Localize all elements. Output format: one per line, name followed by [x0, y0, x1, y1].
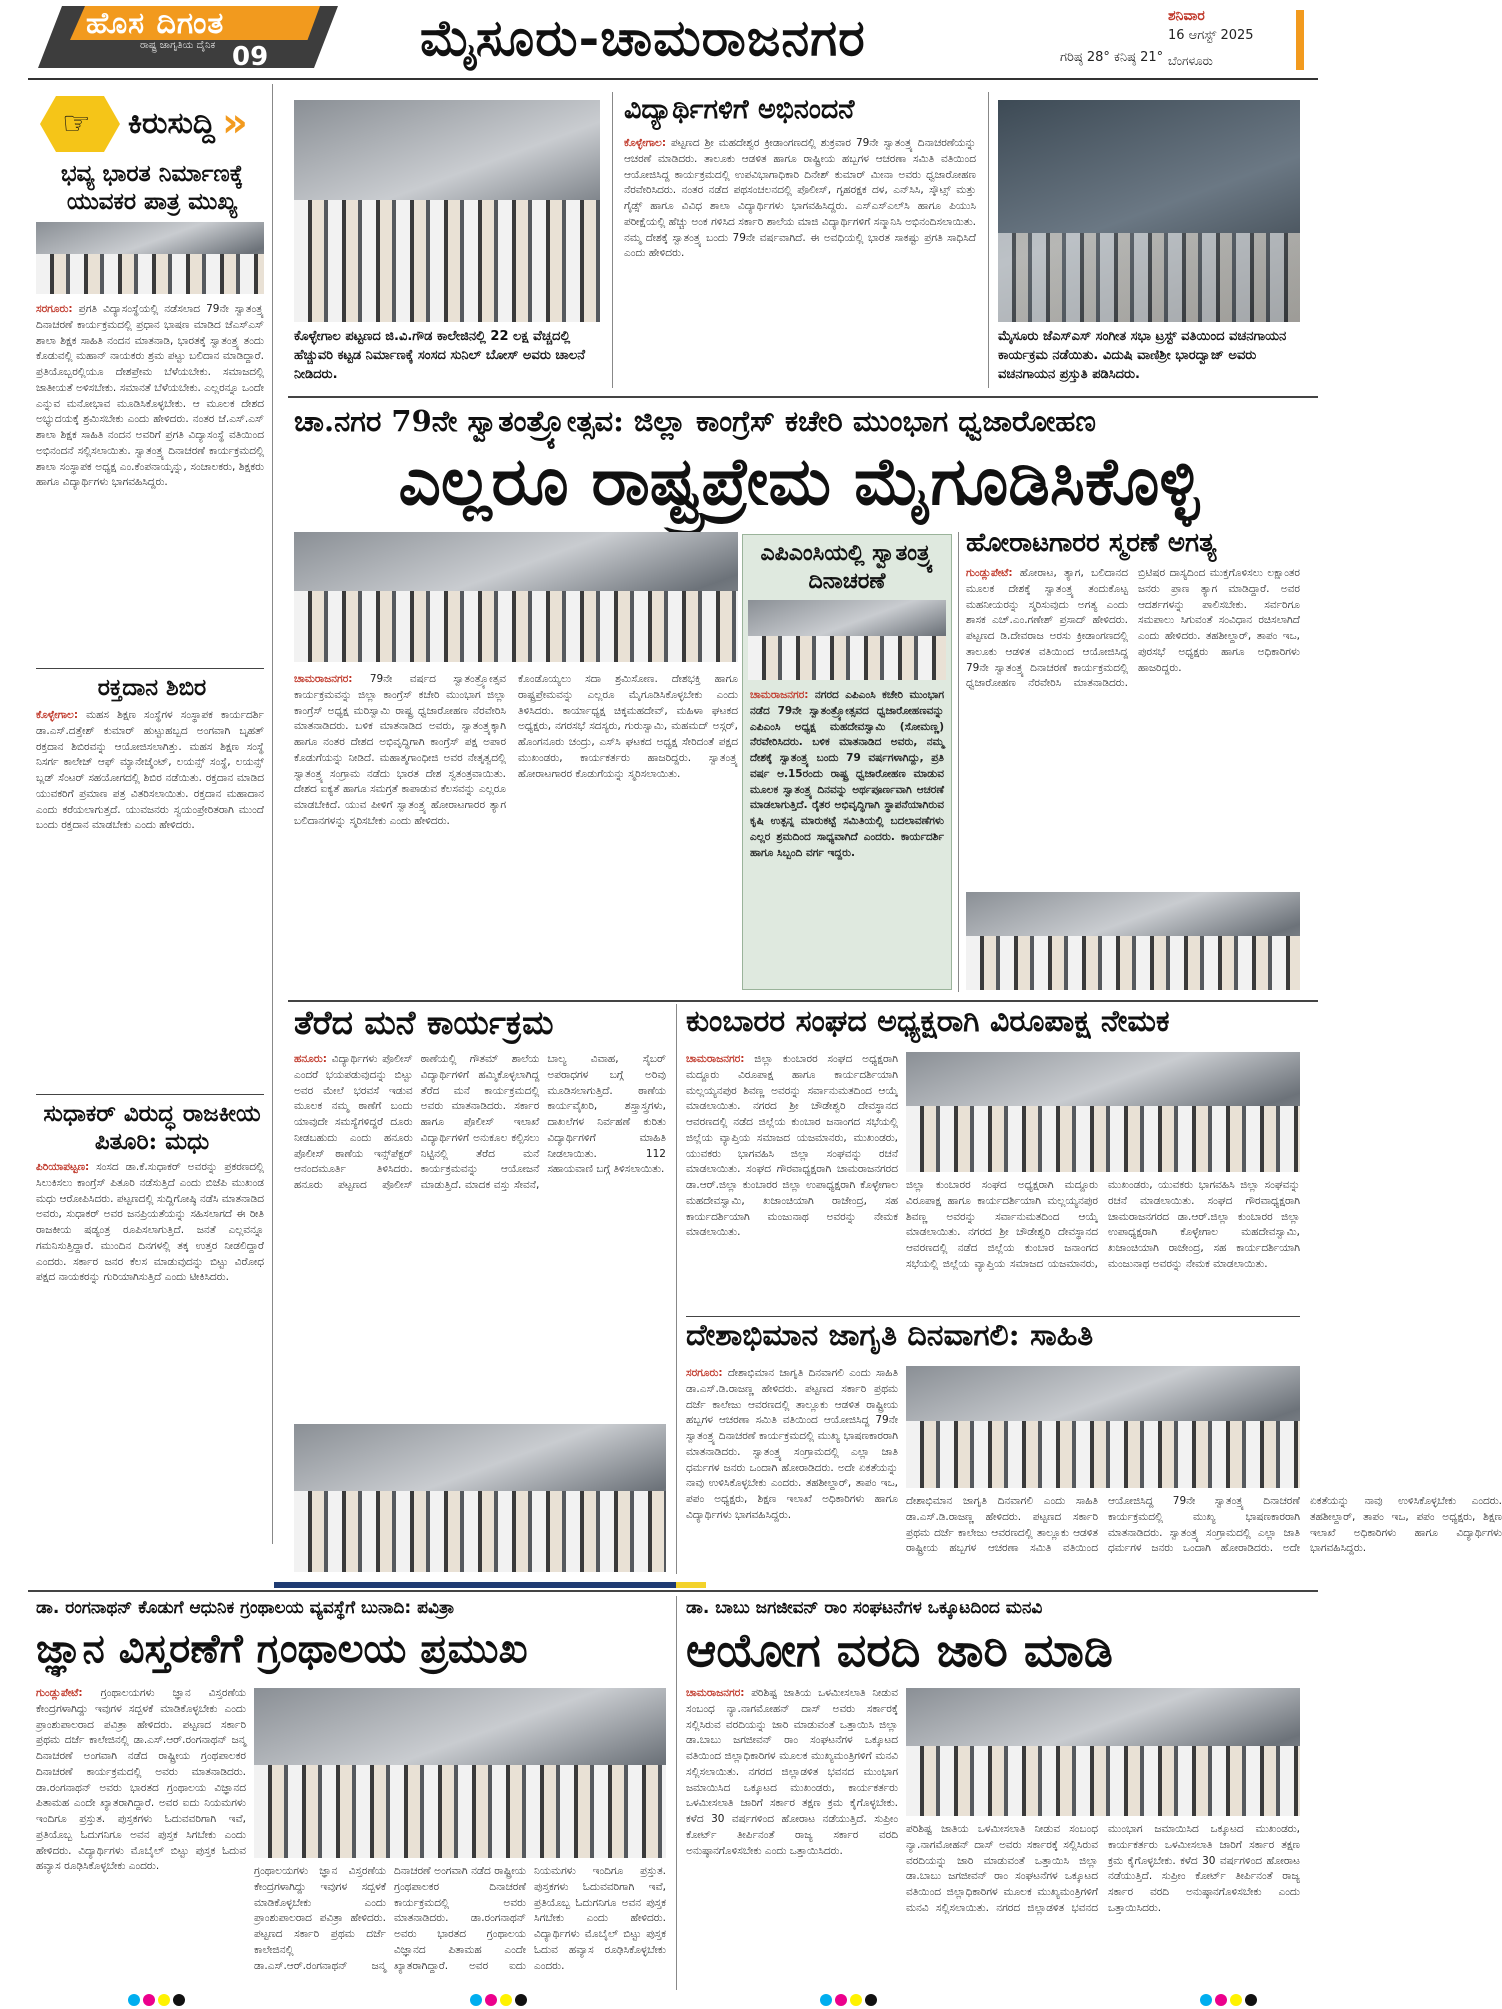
- weather-readout: ಗರಿಷ್ಠ 28° ಕನಿಷ್ಠ 21°: [1060, 50, 1164, 65]
- open-house-dateline: ಹನೂರು:: [294, 1053, 327, 1065]
- sidebar-story2-headline: ರಕ್ತದಾನ ಶಿಬಿರ: [97, 674, 207, 701]
- section-divider: [686, 1316, 1300, 1317]
- weather-city: ಬೆಂಗಳೂರು: [1168, 54, 1213, 68]
- sidebar-section-title: ಕಿರುಸುದ್ದಿ: [128, 106, 216, 141]
- page-number: 09: [232, 42, 269, 72]
- commission-headline: ಆಯೋಗ ವರದಿ ಜಾರಿ ಮಾಡಿ: [686, 1623, 1113, 1677]
- column-divider: [958, 532, 959, 992]
- top-story-dateline: ಕೊಳ್ಳೇಗಾಲ:: [624, 137, 667, 149]
- apmc-photo: [748, 600, 946, 680]
- section-bar-accent: [676, 1582, 706, 1588]
- sidebar-story3-text: ಸಂಸದ ಡಾ.ಕೆ.ಸುಧಾಕರ್ ಅವರನ್ನು ಪ್ರಕರಣದಲ್ಲಿ ಸಿಲುಕಿಸಲು ಕಾಂಗ್ರೆಸ್ ಪಿತೂರಿ ನಡೆಸುತ್ತಿದೆ ಎಂದು ಬಿಜೆಪಿ ಮುಖಂಡ ಮಧು ಆರೋಪಿಸಿದರು. ಪಟ್ಟಣದಲ್ಲಿ ಸುದ್ದಿಗೋಷ್ಠಿ ನಡೆಸಿ ಮಾತನಾಡಿದ ಅವರು, ಸುಧಾಕರ್ ಅವರ ಜನಪ್ರಿಯತೆಯನ್ನು ಸಹಿಸಲಾಗದೆ ಈ ರೀತಿ ರಾಜಕೀಯ ಷಡ್ಯಂತ್ರ ರೂಪಿಸಲಾಗುತ್ತಿದೆ. ಜನತೆ ಎಲ್ಲವನ್ನೂ ಗಮನಿಸುತ್ತಿದ್ದಾರೆ. ಮುಂದಿನ ದಿನಗಳಲ್ಲಿ ತಕ್ಕ ಉತ್ತರ ನೀಡಲಿದ್ದಾರೆ ಎಂದರು. ಸರ್ಕಾರ ಜನರ ಕೆಲಸ ಮಾಡುವುದನ್ನು ಬಿಟ್ಟು ವಿರೋಧ ಪಕ್ಷದ ನಾಯಕರನ್ನು ಗುರಿಯಾಗಿಸುತ್ತಿದೆ ಎಂದು ಟೀಕಿಸಿದರು.: [36, 1161, 264, 1284]
- sidebar-story2-text: ಮಹಸ ಶಿಕ್ಷಣ ಸಂಸ್ಥೆಗಳ ಸಂಸ್ಥಾಪಕ ಕಾರ್ಯದರ್ಶಿ ಡಾ.ಎಸ್.ದತ್ತೇಶ್ ಕುಮಾರ್ ಹುಟ್ಟುಹಬ್ಬದ ಅಂಗವಾಗಿ ಬೃಹತ್ ರಕ್ತದಾನ ಶಿಬಿರವನ್ನು ಆಯೋಜಿಸಲಾಗಿತ್ತು. ಮಹಸ ಶಿಕ್ಷಣ ಸಂಸ್ಥೆ ನಿಸರ್ಗ ಕಾಲೇಜ್ ಆಫ್ ಮ್ಯಾನೇಜ್ಮೆಂಟ್, ಲಯನ್ಸ್ ಸಂಸ್ಥೆ, ಲಯನ್ಸ್ ಬ್ಲಡ್ ಸೆಂಟರ್ ಸಹಯೋಗದಲ್ಲಿ ಶಿಬಿರ ನಡೆಯಿತು. ರಕ್ತದಾನ ಮಾಡಿದ ಯುವಕರಿಗೆ ಪ್ರಮಾಣ ಪತ್ರ ವಿತರಿಸಲಾಯಿತು. ರಕ್ತದಾನ ಮಹಾದಾನ ಎಂದು ಕರೆಯಲಾಗುತ್ತದೆ. ಯುವಜನರು ಸ್ವಯಂಪ್ರೇರಿತರಾಗಿ ಮುಂದೆ ಬಂದು ರಕ್ತದಾನ ಮಾಡಬೇಕು ಎಂದು ಹೇಳಿದರು.: [36, 709, 264, 832]
- sidebar-divider: [36, 668, 264, 669]
- deshabhimana-headline: ದೇಶಾಭಿಮಾನ ಜಾಗೃತಿ ದಿನವಾಗಲಿ: ಸಾಹಿತಿ: [686, 1318, 1094, 1353]
- kumbara-body: [686, 1052, 898, 1310]
- chevrons-icon: »: [222, 100, 248, 146]
- right-story-headline: ಹೋರಾಟಗಾರರ ಸ್ಮರಣೆ ಅಗತ್ಯ: [966, 528, 1217, 558]
- commission-kicker: ಡಾ. ಬಾಬು ಜಗಜೀವನ್ ರಾಂ ಸಂಘಟನೆಗಳ ಒಕ್ಕೂಟದಿಂದ ಮನವಿ: [686, 1598, 1043, 1618]
- kumbara-dateline: ಚಾಮರಾಜನಗರ:: [686, 1053, 745, 1065]
- commission-body: [686, 1686, 898, 1986]
- sidebar-story1-text: ಪ್ರಗತಿ ವಿದ್ಯಾಸಂಸ್ಥೆಯಲ್ಲಿ ನಡೆಸಲಾದ 79ನೇ ಸ್ವಾತಂತ್ರ್ಯ ದಿನಾಚರಣೆ ಕಾರ್ಯಕ್ರಮದಲ್ಲಿ ಪ್ರಧಾನ ಭಾಷಣ ಮಾಡಿದ ಜೆಎಸ್‌ಎಸ್ ಶಾಲಾ ಶಿಕ್ಷಕ ಸಾಹಿತಿ ನಂದನ ಮಾತನಾಡಿ, ಭಾರತಕ್ಕೆ ಸ್ವಾತಂತ್ರ್ಯ ತಂದು ಕೊಡುವಲ್ಲಿ ಮಹಾನ್ ನಾಯಕರು ಶ್ರಮ ಪಟ್ಟು ಬಲಿದಾನ ಮಾಡಿದ್ದಾರೆ. ಪ್ರತಿಯೊಬ್ಬರಲ್ಲಿಯೂ ದೇಶಪ್ರೇಮ ಬೆಳೆಯಬೇಕು. ಸಮಾಜದಲ್ಲಿ ಜಾತೀಯತೆ ಅಳಿಸಬೇಕು. ಸಮಾನತೆ ಬೆಳೆಯಬೇಕು. ಎಲ್ಲರನ್ನೂ ಒಂದೇ ಎನ್ನುವ ಮನೋಭಾವ ಮೂಡಿಸಿಕೊಳ್ಳಬೇಕು. ಆ ಮೂಲಕ ದೇಶದ ಅಭ್ಯುದಯಕ್ಕೆ ಶ್ರಮಿಸಬೇಕು ಎಂದು ಹೇಳಿದರು. ನಂತರ ಜೆ.ಎಸ್.ಎಸ್ ಶಾಲಾ ಶಿಕ್ಷಕ ಸಾಹಿತಿ ನಂದನ ಅವರಿಗೆ ಪ್ರಗತಿ ವಿದ್ಯಾಸಂಸ್ಥೆ ವತಿಯಿಂದ ಅಭಿನಂದನೆ ಸಲ್ಲಿಸಲಾಯಿತು. ಸ್ವಾತಂತ್ರ್ಯ ದಿನಾಚರಣೆ ಕಾರ್ಯಕ್ರಮದಲ್ಲಿ ಶಾಲಾ ಸಂಸ್ಥಾಪಕ ಅಧ್ಯಕ್ಷ ಎಂ.ಕೆಂಪನಾಯ್ಕನ್ನು, ಸಂಚಾಲಕರು, ಶಿಕ್ಷಕರು ಹಾಗೂ ವಿದ್ಯಾರ್ಥಿಗಳು ಭಾಗವಹಿಸಿದ್ದರು.: [36, 303, 264, 489]
- right-story-photo: [966, 892, 1300, 990]
- sidebar-story1-dateline: ಸರಗೂರು:: [36, 303, 73, 315]
- deshabhimana-photo: [906, 1366, 1300, 1488]
- library-headline: ಜ್ಞಾನ ವಿಸ್ತರಣೆಗೆ ಗ್ರಂಥಾಲಯ ಪ್ರಮುಖ: [36, 1625, 528, 1672]
- lead-kicker: ಚಾ.ನಗರ 79ನೇ ಸ್ವಾತಂತ್ರ್ಯೋತ್ಸವ: ಜಿಲ್ಲಾ ಕಾಂಗ್ರೆಸ್ ಕಚೇರಿ ಮುಂಭಾಗ ಧ್ವಜಾರೋಹಣ: [294, 404, 1096, 438]
- right-story-text: ಹೋರಾಟ, ತ್ಯಾಗ, ಬಲಿದಾನದ ಮೂಲಕ ದೇಶಕ್ಕೆ ಸ್ವಾತಂತ್ರ್ಯ ತಂದುಕೊಟ್ಟ ಮಹನೀಯರನ್ನು ಸ್ಮರಿಸುವುದು ಅಗತ್ಯ ಎಂದು ಶಾಸಕ ಎಚ್.ಎಂ.ಗಣೇಶ್ ಪ್ರಸಾದ್ ಹೇಳಿದರು. ಪಟ್ಟಣದ ಡಿ.ದೇವರಾಜ ಅರಸು ಕ್ರೀಡಾಂಗಣದಲ್ಲಿ ತಾಲೂಕು ಆಡಳಿತ ವತಿಯಿಂದ ಆಯೋಜಿಸಿದ್ದ 79ನೇ ಸ್ವಾತಂತ್ರ್ಯ ದಿನಾಚರಣೆ ಕಾರ್ಯಕ್ರಮದಲ್ಲಿ ಧ್ವಜಾರೋಹಣ ನೆರವೇರಿಸಿ ಮಾತನಾಡಿದರು. ಬ್ರಿಟಿಷರ ದಾಸ್ಯದಿಂದ ಮುಕ್ತಗೊಳಿಸಲು ಲಕ್ಷಾಂತರ ಜನರು ಪ್ರಾಣ ತ್ಯಾಗ ಮಾಡಿದ್ದಾರೆ. ಅವರ ಆದರ್ಶಗಳನ್ನು ಪಾಲಿಸಬೇಕು. ಸರ್ವರಿಗೂ ಸಮಪಾಲು ಸಿಗುವಂತೆ ಸಂವಿಧಾನ ರಚಿಸಲಾಗಿದೆ ಎಂದು ಹೇಳಿದರು. ತಹಶೀಲ್ದಾರ್, ತಾಪಂ ಇಒ, ಪುರಸಭೆ ಅಧ್ಯಕ್ಷರು ಹಾಗೂ ಅಧಿಕಾರಿಗಳು ಹಾಜರಿದ್ದರು.: [966, 567, 1300, 690]
- column-divider: [676, 1596, 677, 1990]
- lead-body-col1: [294, 672, 506, 992]
- section-divider: [288, 1000, 1318, 1002]
- registration-marks: [470, 1994, 527, 2006]
- top-story-headline: ವಿದ್ಯಾರ್ಥಿಗಳಿಗೆ ಅಭಿನಂದನೆ: [624, 94, 855, 125]
- sidebar-divider: [36, 1094, 264, 1095]
- right-story-body: [966, 566, 1300, 884]
- sidebar-story2-body: [36, 708, 264, 1088]
- lead-text-1: 79ನೇ ವರ್ಷದ ಸ್ವಾತಂತ್ರ್ಯೋತ್ಸವ ಕಾರ್ಯಕ್ರಮವನ್ನು ಜಿಲ್ಲಾ ಕಾಂಗ್ರೆಸ್ ಕಚೇರಿ ಮುಂಭಾಗ ಜಿಲ್ಲಾ ಕಾಂಗ್ರೆಸ್ ಅಧ್ಯಕ್ಷ ಮರಿಸ್ವಾಮಿ ರಾಷ್ಟ್ರ ಧ್ವಜಾರೋಹಣ ನೆರವೇರಿಸಿ ಮಾತನಾಡಿದರು. ಬಳಿಕ ಮಾತನಾಡಿದ ಅವರು, ಸ್ವಾತಂತ್ರ್ಯಕ್ಕಾಗಿ ಹಾಗೂ ನಂತರ ದೇಶದ ಅಭಿವೃದ್ಧಿಗಾಗಿ ಕಾಂಗ್ರೆಸ್ ಪಕ್ಷ ಅಪಾರ ಕೊಡುಗೆಯನ್ನು ನೀಡಿದೆ. ಮಹಾತ್ಮಗಾಂಧೀಜಿ ಅವರ ನೇತೃತ್ವದಲ್ಲಿ ಸ್ವಾತಂತ್ರ್ಯ ಸಂಗ್ರಾಮ ನಡೆದು ಭಾರತ ದೇಶ ಸ್ವತಂತ್ರವಾಯಿತು. ದೇಶದ ಐಕ್ಯತೆ ಹಾಗೂ ಸಮಗ್ರತೆ ಕಾಪಾಡುವ ಕೆಲಸವನ್ನು ಎಲ್ಲರೂ ಮಾಡಬೇಕಿದೆ. ಯುವ ಪೀಳಿಗೆ ಸ್ವಾತಂತ್ರ್ಯ ಹೋರಾಟಗಾರರ ತ್ಯಾಗ ಬಲಿದಾನಗಳನ್ನು ಸ್ಮರಿಸಬೇಕು ಎಂದು ಹೇಳಿದರು.: [294, 673, 506, 827]
- apmc-headline: ಎಪಿಎಂಸಿಯಲ್ಲಿ ಸ್ವಾತಂತ್ರ್ಯ ದಿನಾಚರಣೆ: [760, 540, 934, 594]
- top-photo-construction: [294, 100, 600, 322]
- library-photo: [254, 1688, 666, 1858]
- header-accent-strip: [1296, 10, 1304, 70]
- open-house-photo: [294, 1424, 666, 1572]
- sidebar-story1-body: [36, 302, 264, 660]
- top-photo-caption: ಕೊಳ್ಳೇಗಾಲ ಪಟ್ಟಣದ ಜಿ.ವಿ.ಗೌಡ ಕಾಲೇಜಿನಲ್ಲಿ 22 ಲಕ್ಷ ವೆಚ್ಚದಲ್ಲಿ ಹೆಚ್ಚುವರಿ ಕಟ್ಟಡ ನಿರ್ಮಾಣಕ್ಕೆ ಸಂಸದ ಸುನಿಲ್ ಬೋಸ್ ಅವರು ಚಾಲನೆ ನೀಡಿದರು.: [294, 329, 585, 382]
- pointing-hand-icon: ☞: [62, 104, 91, 142]
- apmc-body: [750, 688, 944, 984]
- sidebar-story1-photo: [36, 222, 264, 294]
- sidebar-story2-dateline: ಕೊಳ್ಳೇಗಾಲ:: [36, 709, 79, 721]
- lead-photo: [294, 532, 738, 662]
- commission-photo: [906, 1688, 1300, 1816]
- column-divider: [988, 92, 989, 388]
- library-body-cont: ಗ್ರಂಥಾಲಯಗಳು ಜ್ಞಾನ ವಿಸ್ತರಣೆಯ ಕೇಂದ್ರಗಳಾಗಿದ್ದು ಇವುಗಳ ಸದ್ಬಳಕೆ ಮಾಡಿಕೊಳ್ಳಬೇಕು ಎಂದು ಪ್ರಾಂಶುಪಾಲರಾದ ಪವಿತ್ರಾ ಹೇಳಿದರು. ಪಟ್ಟಣದ ಸರ್ಕಾರಿ ಪ್ರಥಮ ದರ್ಜೆ ಕಾಲೇಜಿನಲ್ಲಿ ಡಾ.ಎಸ್.ಆರ್.ರಂಗನಾಥನ್ ಜನ್ಮ ದಿನಾಚರಣೆ ಅಂಗವಾಗಿ ನಡೆದ ರಾಷ್ಟ್ರೀಯ ಗ್ರಂಥಪಾಲಕರ ದಿನಾಚರಣೆ ಕಾರ್ಯಕ್ರಮದಲ್ಲಿ ಅವರು ಮಾತನಾಡಿದರು. ಡಾ.ರಂಗನಾಥನ್ ಅವರು ಭಾರತದ ಗ್ರಂಥಾಲಯ ವಿಜ್ಞಾನದ ಪಿತಾಮಹ ಎಂದೇ ಖ್ಯಾತರಾಗಿದ್ದಾರೆ. ಅವರ ಐದು ನಿಯಮಗಳು ಇಂದಿಗೂ ಪ್ರಸ್ತುತ. ಪುಸ್ತಕಗಳು ಓದುವವರಿಗಾಗಿ ಇವೆ, ಪ್ರತಿಯೊಬ್ಬ ಓದುಗನಿಗೂ ಅವನ ಪುಸ್ತಕ ಸಿಗಬೇಕು ಎಂದು ಹೇಳಿದರು. ವಿದ್ಯಾರ್ಥಿಗಳು ಮೊಬೈಲ್ ಬಿಟ್ಟು ಪುಸ್ತಕ ಓದುವ ಹವ್ಯಾಸ ರೂಢಿಸಿಕೊಳ್ಳಬೇಕು ಎಂದರು.: [254, 1865, 666, 1972]
- kumbara-headline: ಕುಂಬಾರರ ಸಂಘದ ಅಧ್ಯಕ್ಷರಾಗಿ ವಿರೂಪಾಕ್ಷ ನೇಮಕ: [686, 1004, 1170, 1039]
- lead-dateline: ಚಾಮರಾಜನಗರ:: [294, 673, 353, 685]
- registration-marks: [820, 1994, 877, 2006]
- library-text: ಗ್ರಂಥಾಲಯಗಳು ಜ್ಞಾನ ವಿಸ್ತರಣೆಯ ಕೇಂದ್ರಗಳಾಗಿದ್ದು ಇವುಗಳ ಸದ್ಬಳಕೆ ಮಾಡಿಕೊಳ್ಳಬೇಕು ಎಂದು ಪ್ರಾಂಶುಪಾಲರಾದ ಪವಿತ್ರಾ ಹೇಳಿದರು. ಪಟ್ಟಣದ ಸರ್ಕಾರಿ ಪ್ರಥಮ ದರ್ಜೆ ಕಾಲೇಜಿನಲ್ಲಿ ಡಾ.ಎಸ್.ಆರ್.ರಂಗನಾಥನ್ ಜನ್ಮ ದಿನಾಚರಣೆ ಅಂಗವಾಗಿ ನಡೆದ ರಾಷ್ಟ್ರೀಯ ಗ್ರಂಥಪಾಲಕರ ದಿನಾಚರಣೆ ಕಾರ್ಯಕ್ರಮದಲ್ಲಿ ಅವರು ಮಾತನಾಡಿದರು. ಡಾ.ರಂಗನಾಥನ್ ಅವರು ಭಾರತದ ಗ್ರಂಥಾಲಯ ವಿಜ್ಞಾನದ ಪಿತಾಮಹ ಎಂದೇ ಖ್ಯಾತರಾಗಿದ್ದಾರೆ. ಅವರ ಐದು ನಿಯಮಗಳು ಇಂದಿಗೂ ಪ್ರಸ್ತುತ. ಪುಸ್ತಕಗಳು ಓದುವವರಿಗಾಗಿ ಇವೆ, ಪ್ರತಿಯೊಬ್ಬ ಓದುಗನಿಗೂ ಅವನ ಪುಸ್ತಕ ಸಿಗಬೇಕು ಎಂದು ಹೇಳಿದರು. ವಿದ್ಯಾರ್ಥಿಗಳು ಮೊಬೈಲ್ ಬಿಟ್ಟು ಪುಸ್ತಕ ಓದುವ ಹವ್ಯಾಸ ರೂಢಿಸಿಕೊಳ್ಳಬೇಕು ಎಂದರು.: [36, 1687, 246, 1873]
- brand-logo: ಹೊಸ ದಿಗಂತ: [86, 6, 225, 41]
- edition-title: ಮೈಸೂರು-ಚಾಮರಾಜನಗರ: [420, 8, 866, 67]
- commission-body-cont: ಪರಿಶಿಷ್ಟ ಜಾತಿಯ ಒಳಮೀಸಲಾತಿ ನೀಡುವ ಸಂಬಂಧ ನ್ಯಾ.ನಾಗಮೋಹನ್ ದಾಸ್ ಅವರು ಸರ್ಕಾರಕ್ಕೆ ಸಲ್ಲಿಸಿರುವ ವರದಿಯನ್ನು ಜಾರಿ ಮಾಡುವಂತೆ ಒತ್ತಾಯಿಸಿ ಜಿಲ್ಲಾ ಡಾ.ಬಾಬು ಜಗಜೀವನ್ ರಾಂ ಸಂಘಟನೆಗಳ ಒಕ್ಕೂಟದ ವತಿಯಿಂದ ಜಿಲ್ಲಾಧಿಕಾರಿಗಳ ಮೂಲಕ ಮುಖ್ಯಮಂತ್ರಿಗಳಿಗೆ ಮನವಿ ಸಲ್ಲಿಸಲಾಯಿತು. ನಗರದ ಜಿಲ್ಲಾಡಳಿತ ಭವನದ ಮುಂಭಾಗ ಜಮಾಯಿಸಿದ ಒಕ್ಕೂಟದ ಮುಖಂಡರು, ಕಾರ್ಯಕರ್ತರು ಒಳಮೀಸಲಾತಿ ಜಾರಿಗೆ ಸರ್ಕಾರ ತಕ್ಷಣ ಕ್ರಮ ಕೈಗೊಳ್ಳಬೇಕು. ಕಳೆದ 30 ವರ್ಷಗಳಿಂದ ಹೋರಾಟ ನಡೆಯುತ್ತಿದೆ. ಸುಪ್ರೀಂ ಕೋರ್ಟ್ ತೀರ್ಪಿನಂತೆ ರಾಜ್ಯ ಸರ್ಕಾರ ವರದಿ ಅನುಷ್ಠಾನಗೊಳಿಸಬೇಕು ಎಂದು ಒತ್ತಾಯಿಸಿದರು.: [906, 1823, 1300, 1914]
- lead-headline: ಎಲ್ಲರೂ ರಾಷ್ಟ್ರಪ್ರೇಮ ಮೈಗೂಡಿಸಿಕೊಳ್ಳಿ: [398, 442, 1200, 520]
- deshabhimana-dateline: ಸರಗೂರು:: [686, 1367, 723, 1379]
- sidebar-story1-headline: ಭವ್ಯ ಭಾರತ ನಿರ್ಮಾಣಕ್ಕೆ ಯುವಕರ ಪಾತ್ರ ಮುಖ್ಯ: [60, 160, 244, 215]
- commission-text: ಪರಿಶಿಷ್ಟ ಜಾತಿಯ ಒಳಮೀಸಲಾತಿ ನೀಡುವ ಸಂಬಂಧ ನ್ಯಾ.ನಾಗಮೋಹನ್ ದಾಸ್ ಅವರು ಸರ್ಕಾರಕ್ಕೆ ಸಲ್ಲಿಸಿರುವ ವರದಿಯನ್ನು ಜಾರಿ ಮಾಡುವಂತೆ ಒತ್ತಾಯಿಸಿ ಜಿಲ್ಲಾ ಡಾ.ಬಾಬು ಜಗಜೀವನ್ ರಾಂ ಸಂಘಟನೆಗಳ ಒಕ್ಕೂಟದ ವತಿಯಿಂದ ಜಿಲ್ಲಾಧಿಕಾರಿಗಳ ಮೂಲಕ ಮುಖ್ಯಮಂತ್ರಿಗಳಿಗೆ ಮನವಿ ಸಲ್ಲಿಸಲಾಯಿತು. ನಗರದ ಜಿಲ್ಲಾಡಳಿತ ಭವನದ ಮುಂಭಾಗ ಜಮಾಯಿಸಿದ ಒಕ್ಕೂಟದ ಮುಖಂಡರು, ಕಾರ್ಯಕರ್ತರು ಒಳಮೀಸಲಾತಿ ಜಾರಿಗೆ ಸರ್ಕಾರ ತಕ್ಷಣ ಕ್ರಮ ಕೈಗೊಳ್ಳಬೇಕು. ಕಳೆದ 30 ವರ್ಷಗಳಿಂದ ಹೋರಾಟ ನಡೆಯುತ್ತಿದೆ. ಸುಪ್ರೀಂ ಕೋರ್ಟ್ ತೀರ್ಪಿನಂತೆ ರಾಜ್ಯ ಸರ್ಕಾರ ವರದಿ ಅನುಷ್ಠಾನಗೊಳಿಸಬೇಕು ಎಂದು ಒತ್ತಾಯಿಸಿದರು.: [686, 1687, 898, 1857]
- section-divider: [288, 396, 1318, 398]
- brand-tagline: ರಾಷ್ಟ್ರ ಜಾಗೃತಿಯ ದೈನಿಕ: [140, 40, 216, 51]
- open-house-headline: ತೆರೆದ ಮನೆ ಕಾರ್ಯಕ್ರಮ: [294, 1003, 554, 1042]
- deshabhimana-body: [686, 1366, 898, 1572]
- header-divider: [28, 78, 1318, 80]
- deshabhimana-body-cont: ದೇಶಾಭಿಮಾನ ಜಾಗೃತಿ ದಿನವಾಗಲಿ ಎಂದು ಸಾಹಿತಿ ಡಾ.ಎಸ್.ಡಿ.ರಾಜಣ್ಣ ಹೇಳಿದರು. ಪಟ್ಟಣದ ಸರ್ಕಾರಿ ಪ್ರಥಮ ದರ್ಜೆ ಕಾಲೇಜು ಆವರಣದಲ್ಲಿ ತಾಲ್ಲೂಕು ಆಡಳಿತ ರಾಷ್ಟ್ರೀಯ ಹಬ್ಬಗಳ ಆಚರಣಾ ಸಮಿತಿ ವತಿಯಿಂದ ಆಯೋಜಿಸಿದ್ದ 79ನೇ ಸ್ವಾತಂತ್ರ್ಯ ದಿನಾಚರಣೆ ಕಾರ್ಯಕ್ರಮದಲ್ಲಿ ಮುಖ್ಯ ಭಾಷಣಕಾರರಾಗಿ ಮಾತನಾಡಿದರು. ಸ್ವಾತಂತ್ರ್ಯ ಸಂಗ್ರಾಮದಲ್ಲಿ ಎಲ್ಲಾ ಜಾತಿ ಧರ್ಮಗಳ ಜನರು ಒಂದಾಗಿ ಹೋರಾಡಿದರು. ಅದೇ ಏಕತೆಯನ್ನು ನಾವು ಉಳಿಸಿಕೊಳ್ಳಬೇಕು ಎಂದರು. ತಹಶೀಲ್ದಾರ್, ತಾಪಂ ಇಒ, ಪಪಂ ಅಧ್ಯಕ್ಷರು, ಶಿಕ್ಷಣ ಇಲಾಖೆ ಅಧಿಕಾರಿಗಳು ಹಾಗೂ ವಿದ್ಯಾರ್ಥಿಗಳು ಭಾಗವಹಿಸಿದ್ದರು.: [906, 1495, 1502, 1555]
- deshabhimana-text: ದೇಶಾಭಿಮಾನ ಜಾಗೃತಿ ದಿನವಾಗಲಿ ಎಂದು ಸಾಹಿತಿ ಡಾ.ಎಸ್.ಡಿ.ರಾಜಣ್ಣ ಹೇಳಿದರು. ಪಟ್ಟಣದ ಸರ್ಕಾರಿ ಪ್ರಥಮ ದರ್ಜೆ ಕಾಲೇಜು ಆವರಣದಲ್ಲಿ ತಾಲ್ಲೂಕು ಆಡಳಿತ ರಾಷ್ಟ್ರೀಯ ಹಬ್ಬಗಳ ಆಚರಣಾ ಸಮಿತಿ ವತಿಯಿಂದ ಆಯೋಜಿಸಿದ್ದ 79ನೇ ಸ್ವಾತಂತ್ರ್ಯ ದಿನಾಚರಣೆ ಕಾರ್ಯಕ್ರಮದಲ್ಲಿ ಮುಖ್ಯ ಭಾಷಣಕಾರರಾಗಿ ಮಾತನಾಡಿದರು. ಸ್ವಾತಂತ್ರ್ಯ ಸಂಗ್ರಾಮದಲ್ಲಿ ಎಲ್ಲಾ ಜಾತಿ ಧರ್ಮಗಳ ಜನರು ಒಂದಾಗಿ ಹೋರಾಡಿದರು. ಅದೇ ಏಕತೆಯನ್ನು ನಾವು ಉಳಿಸಿಕೊಳ್ಳಬೇಕು ಎಂದರು. ತಹಶೀಲ್ದಾರ್, ತಾಪಂ ಇಒ, ಪಪಂ ಅಧ್ಯಕ್ಷರು, ಶಿಕ್ಷಣ ಇಲಾಖೆ ಅಧಿಕಾರಿಗಳು ಹಾಗೂ ವಿದ್ಯಾರ್ಥಿಗಳು ಭಾಗವಹಿಸಿದ್ದರು.: [686, 1367, 899, 1521]
- open-house-body: [294, 1052, 666, 1414]
- top-photo-concert: [998, 100, 1300, 322]
- issue-date: 16 ಆಗಸ್ಟ್ 2025: [1168, 28, 1254, 43]
- commission-dateline: ಚಾಮರಾಜನಗರ:: [686, 1687, 745, 1699]
- registration-marks: [128, 1994, 185, 2006]
- sidebar-story3-dateline: ಪಿರಿಯಾಪಟ್ಟಣ:: [36, 1161, 90, 1173]
- kumbara-body-cont: ಜಿಲ್ಲಾ ಕುಂಬಾರರ ಸಂಘದ ಅಧ್ಯಕ್ಷರಾಗಿ ಮದ್ದೂರು ವಿರೂಪಾಕ್ಷ ಹಾಗೂ ಕಾರ್ಯದರ್ಶಿಯಾಗಿ ಮಲ್ಲಯ್ಯನಪುರ ಶಿವಣ್ಣ ಅವರನ್ನು ಸರ್ವಾನುಮತದಿಂದ ಆಯ್ಕೆ ಮಾಡಲಾಯಿತು. ನಗರದ ಶ್ರೀ ಚೌಡೇಶ್ವರಿ ದೇವಸ್ಥಾನದ ಆವರಣದಲ್ಲಿ ನಡೆದ ಜಿಲ್ಲೆಯ ಕುಂಬಾರ ಜನಾಂಗದ ಸಭೆಯಲ್ಲಿ ಜಿಲ್ಲೆಯ ವ್ಯಾಪ್ತಿಯ ಸಮಾಜದ ಯಜಮಾನರು, ಮುಖಂಡರು, ಯುವಕರು ಭಾಗವಹಿಸಿ ಜಿಲ್ಲಾ ಸಂಘವನ್ನು ರಚನೆ ಮಾಡಲಾಯಿತು. ಸಂಘದ ಗೌರವಾಧ್ಯಕ್ಷರಾಗಿ ಚಾಮರಾಜನಗರದ ಡಾ.ಆರ್.ಜಿಲ್ಲಾ ಕುಂಬಾರರ ಜಿಲ್ಲಾ ಉಪಾಧ್ಯಕ್ಷರಾಗಿ ಕೊಳ್ಳೇಗಾಲ ಮಹದೇವಸ್ವಾಮಿ, ಖಜಾಂಚಿಯಾಗಿ ರಾಜೇಂದ್ರ, ಸಹ ಕಾರ್ಯದರ್ಶಿಯಾಗಿ ಮಂಜುನಾಥ ಅವರನ್ನು ನೇಮಕ ಮಾಡಲಾಯಿತು.: [906, 1179, 1300, 1270]
- top-story-text: ಪಟ್ಟಣದ ಶ್ರೀ ಮಹದೇಶ್ವರ ಕ್ರೀಡಾಂಗಣದಲ್ಲಿ ಶುಕ್ರವಾರ 79ನೇ ಸ್ವಾತಂತ್ರ್ಯ ದಿನಾಚರಣೆಯನ್ನು ಆಚರಣೆ ಮಾಡಿದರು. ತಾಲೂಕು ಆಡಳಿತ ಹಾಗೂ ರಾಷ್ಟ್ರೀಯ ಹಬ್ಬಗಳ ಆಚರಣಾ ಸಮಿತಿ ವತಿಯಿಂದ ಆಯೋಜಿಸಿದ್ದ ಕಾರ್ಯಕ್ರಮದಲ್ಲಿ ಉಪವಿಭಾಗಾಧಿಕಾರಿ ದಿನೇಶ್ ಕುಮಾರ್ ಮೀನಾ ಅವರು ಧ್ವಜಾರೋಹಣ ನೆರವೇರಿಸಿದರು. ನಂತರ ನಡೆದ ಪಥಸಂಚಲನದಲ್ಲಿ ಪೊಲೀಸ್, ಗೃಹರಕ್ಷಕ ದಳ, ಎನ್‌ಸಿಸಿ, ಸ್ಕೌಟ್ಸ್ ಮತ್ತು ಗೈಡ್ಸ್ ಹಾಗೂ ವಿವಿಧ ಶಾಲಾ ವಿದ್ಯಾರ್ಥಿಗಳು ಭಾಗವಹಿಸಿದ್ದರು. ಎಸ್‌ಎಸ್‌ಎಲ್‌ಸಿ ಹಾಗೂ ಪಿಯುಸಿ ಪರೀಕ್ಷೆಯಲ್ಲಿ ಹೆಚ್ಚು ಅಂಕ ಗಳಿಸಿದ ಸರ್ಕಾರಿ ಶಾಲೆಯ ಮಾಜಿ ವಿದ್ಯಾರ್ಥಿಗಳಿಗೆ ಸನ್ಮಾನಿಸಿ ಅಭಿನಂದಿಸಲಾಯಿತು. ನಮ್ಮ ದೇಶಕ್ಕೆ ಸ್ವಾತಂತ್ರ್ಯ ಬಂದು 79ನೇ ವರ್ಷವಾಗಿದೆ. ಈ ಅವಧಿಯಲ್ಲಿ ಭಾರತ ಸಾಕಷ್ಟು ಪ್ರಗತಿ ಸಾಧಿಸಿದೆ ಎಂದು ಹೇಳಿದರು.: [624, 137, 976, 260]
- apmc-dateline: ಚಾಮರಾಜನಗರ:: [750, 689, 809, 701]
- registration-marks: [1200, 1994, 1257, 2006]
- sidebar-story3-body: [36, 1160, 264, 1538]
- top-story-body: [624, 136, 976, 384]
- issue-day: ಶನಿವಾರ: [1168, 8, 1205, 24]
- section-bar: [274, 1582, 676, 1588]
- sidebar-story3-headline: ಸುಧಾಕರ್ ವಿರುದ್ಧ ರಾಜಕೀಯ ಪಿತೂರಿ: ಮಧು: [43, 1100, 261, 1155]
- library-body: [36, 1686, 246, 1986]
- apmc-text: ನಗರದ ಎಪಿಎಂಸಿ ಕಚೇರಿ ಮುಂಭಾಗ ನಡೆದ 79ನೇ ಸ್ವಾತಂತ್ರ್ಯೋತ್ಸವದ ಧ್ವಜಾರೋಹಣವನ್ನು ಎಪಿಎಂಸಿ ಅಧ್ಯಕ್ಷ ಮಹದೇವಸ್ವಾಮಿ (ಸೋಮಣ್ಣ) ನೆರವೇರಿಸಿದರು. ಬಳಿಕ ಮಾತನಾಡಿದ ಅವರು, ನಮ್ಮ ದೇಶಕ್ಕೆ ಸ್ವಾತಂತ್ರ್ಯ ಬಂದು 79 ವರ್ಷಗಳಾಗಿದ್ದು, ಪ್ರತಿ ವರ್ಷ ಆ.15ರಂದು ರಾಷ್ಟ್ರ ಧ್ವಜಾರೋಹಣ ಮಾಡುವ ಮೂಲಕ ಸ್ವಾತಂತ್ರ್ಯ ದಿನವನ್ನು ಅರ್ಥಪೂರ್ಣವಾಗಿ ಆಚರಣೆ ಮಾಡಲಾಗುತ್ತಿದೆ. ರೈತರ ಅಭಿವೃದ್ಧಿಗಾಗಿ ಸ್ಥಾಪನೆಯಾಗಿರುವ ಕೃಷಿ ಉತ್ಪನ್ನ ಮಾರುಕಟ್ಟೆ ಸಮಿತಿಯಲ್ಲಿ ಬದಲಾವಣೆಗಳು ಎಲ್ಲರ ಶ್ರಮದಿಂದ ಸಾಧ್ಯವಾಗಿದೆ ಎಂದರು. ಕಾರ್ಯದರ್ಶಿ ಹಾಗೂ ಸಿಬ್ಬಂದಿ ವರ್ಗ ಇದ್ದರು.: [750, 689, 945, 859]
- lead-body-col2: ಕೊಂಡೊಯ್ಯಲು ಸದಾ ಶ್ರಮಿಸೋಣ. ದೇಶಭಕ್ತಿ ಹಾಗೂ ರಾಷ್ಟ್ರಪ್ರೇಮವನ್ನು ಎಲ್ಲರೂ ಮೈಗೂಡಿಸಿಕೊಳ್ಳಬೇಕು ಎಂದು ತಿಳಿಸಿದರು. ಕಾರ್ಯಾಧ್ಯಕ್ಷ ಚಿಕ್ಕಮಹದೇವ್, ಮಹಿಳಾ ಘಟಕದ ಅಧ್ಯಕ್ಷರು, ನಗರಸಭೆ ಸದಸ್ಯರು, ಗುರುಸ್ವಾಮಿ, ಮಹಮದ್ ಅಸ್ಗರ್, ಹೊಂಗನೂರು ಚಂದ್ರು, ಎಸ್‌ಸಿ ಘಟಕದ ಅಧ್ಯಕ್ಷ ಸೇರಿದಂತೆ ಪಕ್ಷದ ಮುಖಂಡರು, ಕಾರ್ಯಕರ್ತರು ಹಾಜರಿದ್ದರು. ಸ್ವಾತಂತ್ರ್ಯ ಹೋರಾಟಗಾರರ ಕೊಡುಗೆಯನ್ನು ಸ್ಮರಿಸಲಾಯಿತು.: [518, 673, 738, 780]
- column-divider: [676, 1004, 677, 1574]
- library-dateline: ಗುಂಡ್ಲುಪೇಟೆ:: [36, 1687, 83, 1699]
- kumbara-photo: [906, 1052, 1300, 1172]
- library-kicker: ಡಾ. ರಂಗನಾಥನ್ ಕೊಡುಗೆ ಆಧುನಿಕ ಗ್ರಂಥಾಲಯ ವ್ಯವಸ್ಥೆಗೆ ಬುನಾದಿ: ಪವಿತ್ರಾ: [36, 1598, 455, 1618]
- column-divider: [612, 92, 613, 388]
- open-house-text: ವಿದ್ಯಾರ್ಥಿಗಳು ಪೊಲೀಸ್ ಎಂದರೆ ಭಯಪಡುವುದನ್ನು ಬಿಟ್ಟು ಅವರ ಮೇಲೆ ಭರವಸೆ ಇಡುವ ಮೂಲಕ ನಮ್ಮ ಠಾಣೆಗೆ ಬಂದು ಯಾವುದೇ ಸಮಸ್ಯೆಗಳಿದ್ದರೆ ದೂರು ನೀಡಬಹುದು ಎಂದು ಹನೂರು ಪೊಲೀಸ್ ಠಾಣೆಯ ಇನ್ಸ್‌ಪೆಕ್ಟರ್ ಆನಂದಮೂರ್ತಿ ತಿಳಿಸಿದರು. ಹನೂರು ಪಟ್ಟಣದ ಪೊಲೀಸ್ ಠಾಣೆಯಲ್ಲಿ ಗೌತಮ್ ಶಾಲೆಯ ವಿದ್ಯಾರ್ಥಿಗಳಿಗೆ ಹಮ್ಮಿಕೊಳ್ಳಲಾಗಿದ್ದ ತೆರೆದ ಮನೆ ಕಾರ್ಯಕ್ರಮದಲ್ಲಿ ಅವರು ಮಾತನಾಡಿದರು. ಸರ್ಕಾರ ಹಾಗೂ ಪೊಲೀಸ್ ಇಲಾಖೆ ವಿದ್ಯಾರ್ಥಿಗಳಿಗೆ ಅನುಕೂಲ ಕಲ್ಪಿಸಲು ನಿಟ್ಟಿನಲ್ಲಿ ತೆರೆದ ಮನೆ ಕಾರ್ಯಕ್ರಮವನ್ನು ಆಯೋಜನೆ ಮಾಡುತ್ತಿದೆ. ಮಾದಕ ವಸ್ತು ಸೇವನೆ, ಬಾಲ್ಯ ವಿವಾಹ, ಸೈಬರ್ ಅಪರಾಧಗಳ ಬಗ್ಗೆ ಅರಿವು ಮೂಡಿಸಲಾಗುತ್ತಿದೆ. ಠಾಣೆಯ ಕಾರ್ಯವೈಖರಿ, ಶಸ್ತ್ರಾಸ್ತ್ರಗಳು, ದಾಖಲೆಗಳ ನಿರ್ವಹಣೆ ಕುರಿತು ವಿದ್ಯಾರ್ಥಿಗಳಿಗೆ ಮಾಹಿತಿ ನೀಡಲಾಯಿತು. 112 ಸಹಾಯವಾಣಿ ಬಗ್ಗೆ ತಿಳಿಸಲಾಯಿತು.: [294, 1053, 666, 1191]
- right-story-dateline: ಗುಂಡ್ಲುಪೇಟೆ:: [966, 567, 1013, 579]
- section-divider: [28, 1590, 1318, 1592]
- kumbara-text: ಜಿಲ್ಲಾ ಕುಂಬಾರರ ಸಂಘದ ಅಧ್ಯಕ್ಷರಾಗಿ ಮದ್ದೂರು ವಿರೂಪಾಕ್ಷ ಹಾಗೂ ಕಾರ್ಯದರ್ಶಿಯಾಗಿ ಮಲ್ಲಯ್ಯನಪುರ ಶಿವಣ್ಣ ಅವರನ್ನು ಸರ್ವಾನುಮತದಿಂದ ಆಯ್ಕೆ ಮಾಡಲಾಯಿತು. ನಗರದ ಶ್ರೀ ಚೌಡೇಶ್ವರಿ ದೇವಸ್ಥಾನದ ಆವರಣದಲ್ಲಿ ನಡೆದ ಜಿಲ್ಲೆಯ ಕುಂಬಾರ ಜನಾಂಗದ ಸಭೆಯಲ್ಲಿ ಜಿಲ್ಲೆಯ ವ್ಯಾಪ್ತಿಯ ಸಮಾಜದ ಯಜಮಾನರು, ಮುಖಂಡರು, ಯುವಕರು ಭಾಗವಹಿಸಿ ಜಿಲ್ಲಾ ಸಂಘವನ್ನು ರಚನೆ ಮಾಡಲಾಯಿತು. ಸಂಘದ ಗೌರವಾಧ್ಯಕ್ಷರಾಗಿ ಚಾಮರಾಜನಗರದ ಡಾ.ಆರ್.ಜಿಲ್ಲಾ ಕುಂಬಾರರ ಜಿಲ್ಲಾ ಉಪಾಧ್ಯಕ್ಷರಾಗಿ ಕೊಳ್ಳೇಗಾಲ ಮಹದೇವಸ್ವಾಮಿ, ಖಜಾಂಚಿಯಾಗಿ ರಾಜೇಂದ್ರ, ಸಹ ಕಾರ್ಯದರ್ಶಿಯಾಗಿ ಮಂಜುನಾಥ ಅವರನ್ನು ನೇಮಕ ಮಾಡಲಾಯಿತು.: [686, 1053, 898, 1239]
- concert-photo-caption: ಮೈಸೂರು ಜೆಎಸ್‌ಎಸ್ ಸಂಗೀತ ಸಭಾ ಟ್ರಸ್ಟ್ ವತಿಯಿಂದ ವಚನಗಾಯನ ಕಾರ್ಯಕ್ರಮ ನಡೆಯಿತು. ವಿದುಷಿ ವಾಣಿಶ್ರೀ ಭಾರದ್ವಾಜ್ ಅವರು ವಚನಗಾಯನ ಪ್ರಸ್ತುತಿ ಪಡಿಸಿದರು.: [998, 329, 1287, 382]
